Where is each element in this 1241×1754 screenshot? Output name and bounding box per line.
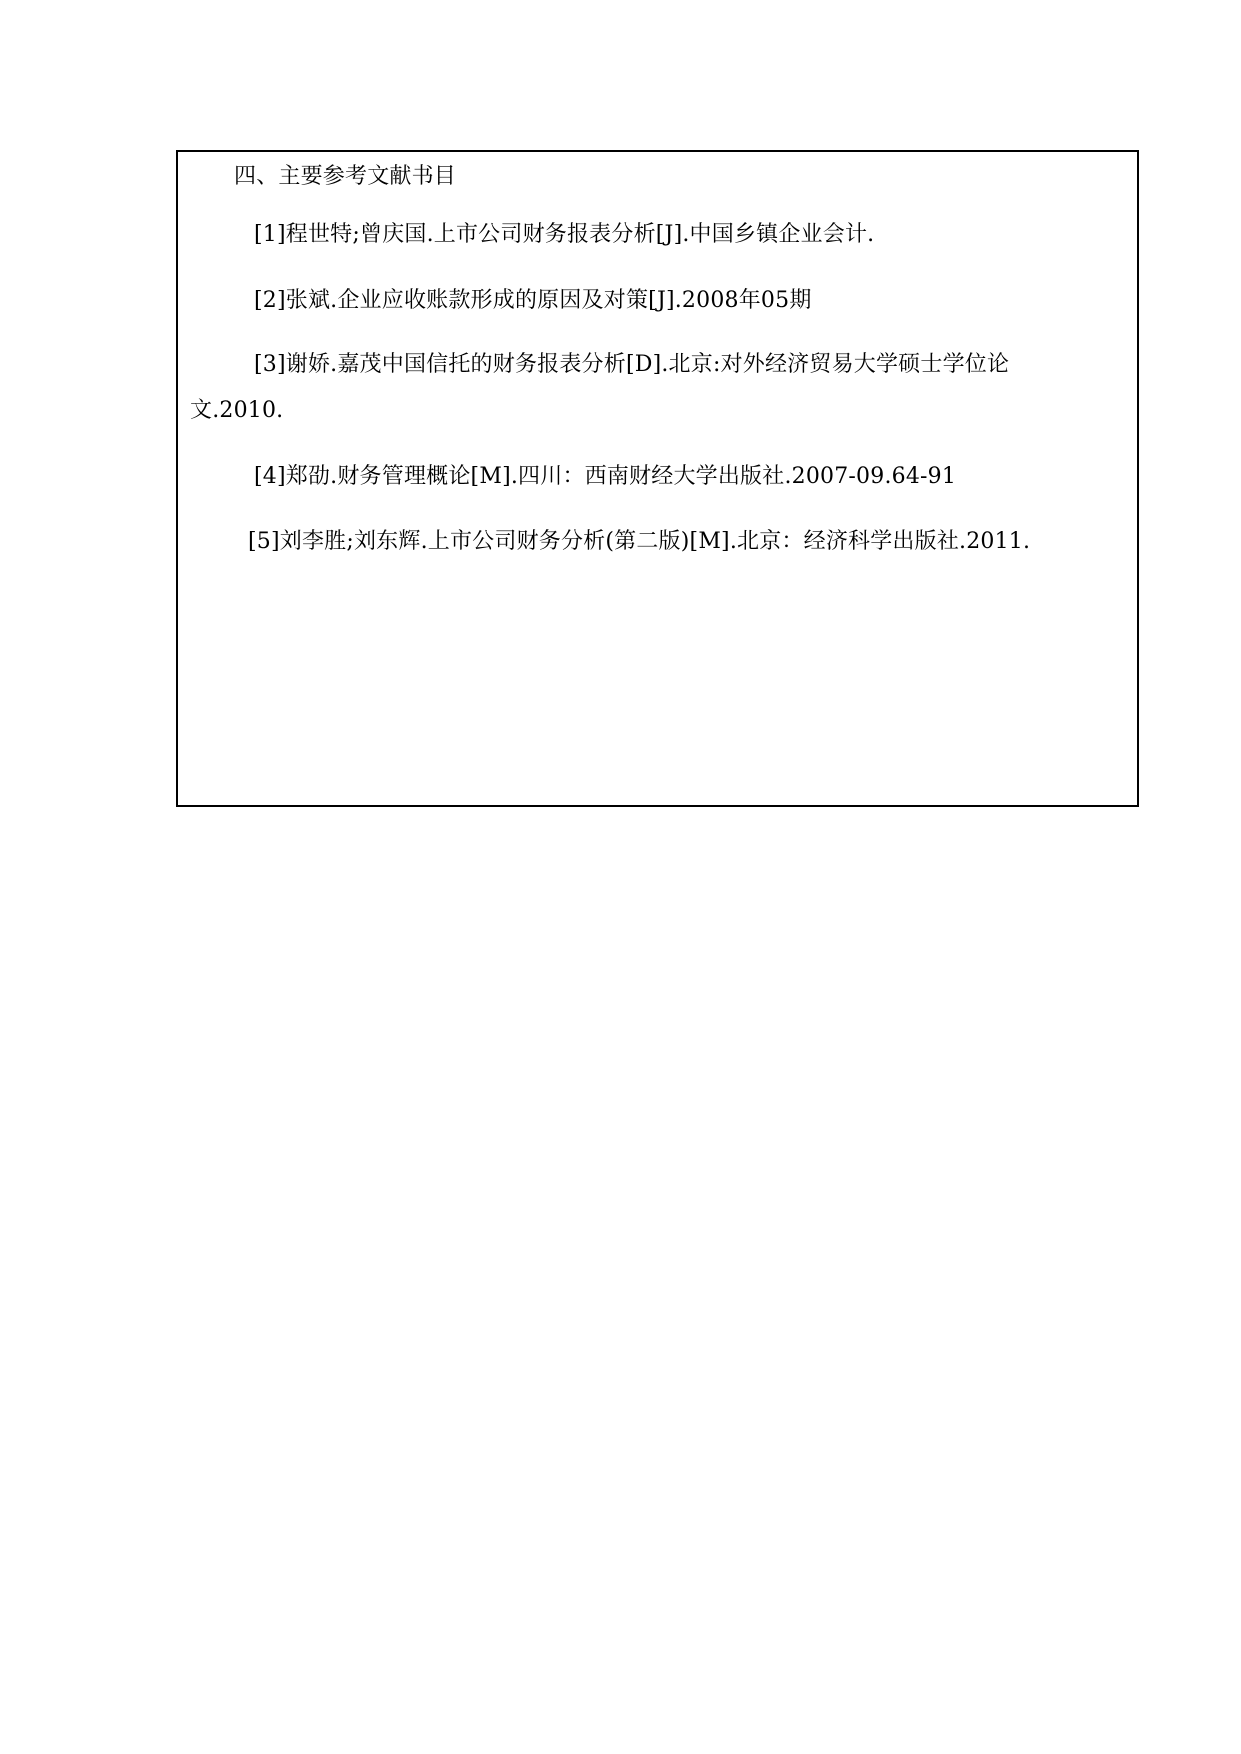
references-box <box>176 150 1139 807</box>
reference-item-4: [4]郑劭.财务管理概论[M].四川：西南财经大学出版社.2007-09.64-91 <box>254 464 957 489</box>
reference-item-2: [2]张斌.企业应收账款形成的原因及对策[J].2008年05期 <box>254 288 812 313</box>
reference-item-3-line-2: 文.2010. <box>190 398 284 423</box>
section-heading: 四、主要参考文献书目 <box>234 164 457 189</box>
reference-item-3-line-1: [3]谢娇.嘉茂中国信托的财务报表分析[D].北京:对外经济贸易大学硕士学位论 <box>254 352 1010 377</box>
reference-item-1: [1]程世特;曾庆国.上市公司财务报表分析[J].中国乡镇企业会计. <box>254 222 875 247</box>
reference-item-5: [5]刘李胜;刘东辉.上市公司财务分析(第二版)[M].北京：经济科学出版社.2011. <box>248 529 1031 554</box>
